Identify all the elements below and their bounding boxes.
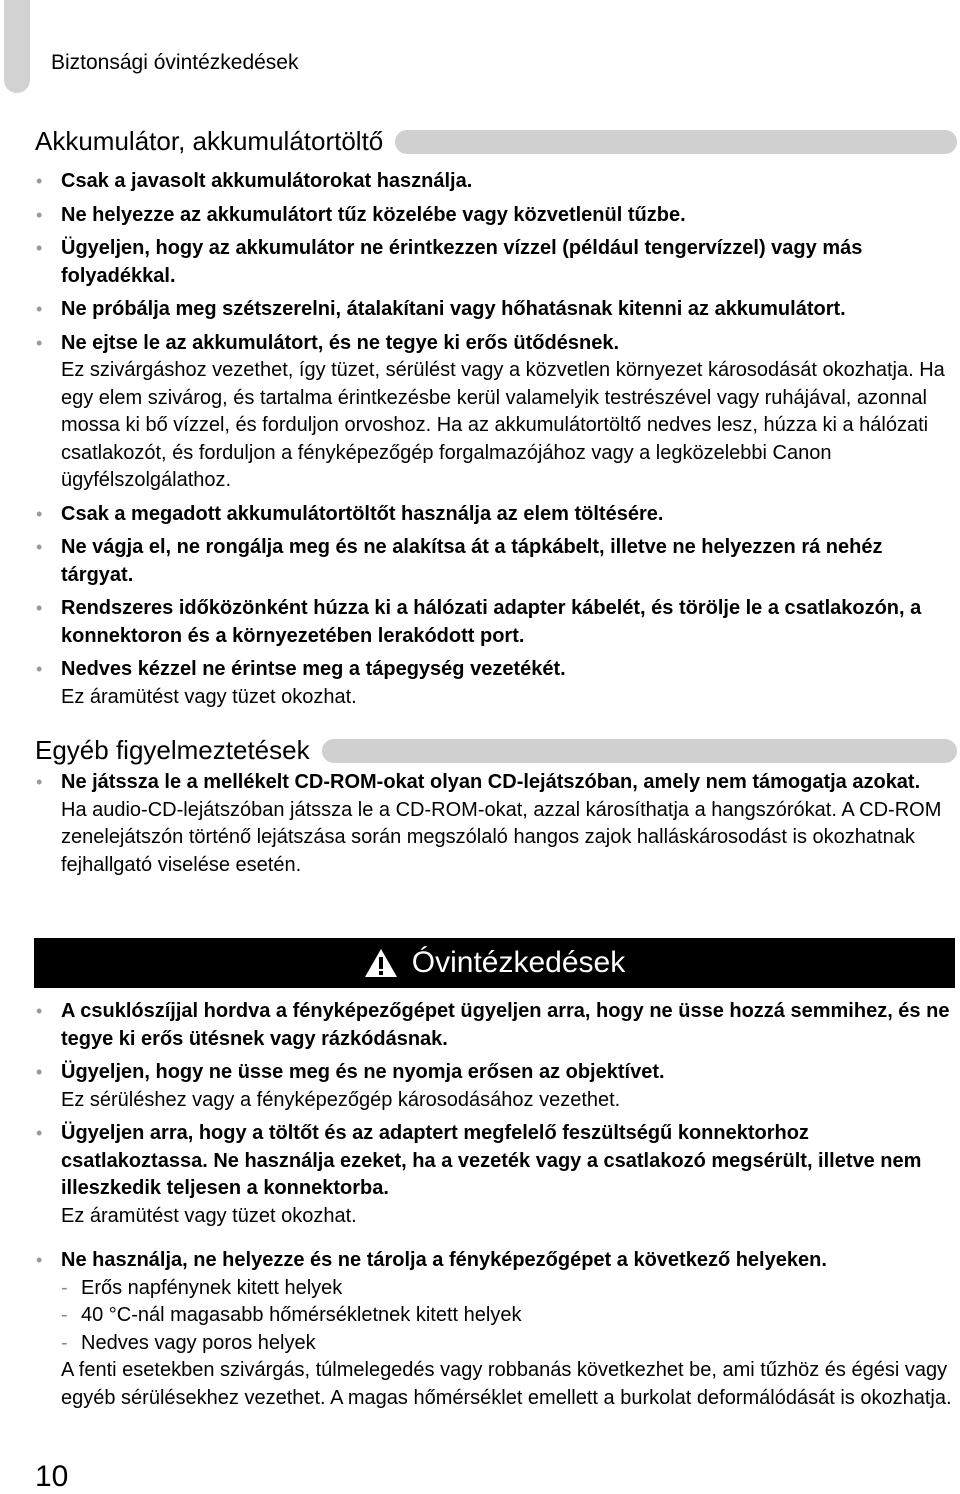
other-warnings-list [35,769,955,879]
sub-list-item: - 40 °C-nál magasabb hőmérsékletnek kitett helyek [61,1302,955,1330]
list-item [35,656,955,711]
item-bold-text: • Ügyeljen, hogy ne üsse meg és ne nyomja erősen az objektívet. [61,1061,665,1083]
caution-banner [34,938,955,988]
section-heading-bar [322,739,957,763]
list-item [35,235,955,290]
caution-title: Óvintézkedések [411,946,626,979]
item-bold-text: Rendszeres időközönként húzza ki a hálózati adapter kábelét, és törölje le a csatlakozón, a konnektoron és a környezetében lerakódott port. [61,597,922,647]
item-bold-text: Ne vágja el, ne rongálja meg és ne alakítsa át a tápkábelt, illetve ne helyezzen rá nehéz tárgyat. [61,536,883,586]
list-item [35,1247,955,1412]
section-heading-bar [395,130,957,154]
list-item [35,534,955,589]
item-bold-text: Ügyeljen, hogy az akkumulátor ne érintkezzen vízzel (például tengervízzel) vagy más folyadékkal. [61,237,863,287]
item-body-text: Ha audio-CD-lejátszóban játssza le a CD-ROM-okat, azzal károsíthatja a hangszórókat. A CD-ROM zenelejátszón történő lejátszása során megszólaló hangos zajok halláskárosodást is okozhatnak fejhallgató viselése esetén. [61,798,942,876]
list-item [35,998,955,1053]
item-body-text: Ez szivárgáshoz vezethet, így tüzet, sérülést vagy a közvetlen környezet károsodását okozhatja. Ha egy elem szivárog, és tartalma érintkezésbe kerül valamelyik testrészével vagy ruhájával, azonnal mossa ki bő vízzel, és forduljon orvoshoz. Ha az akkumulátortöltő nedves lesz, húzza ki a hálózati csatlakozót, és forduljon a fényképezőgép forgalmazójához vagy a legközelebbi Canon ügyfélszolgálathoz. [61,359,945,491]
list-item [35,1120,955,1230]
item-body-text: A fenti esetekben szivárgás, túlmelegedés vagy robbanás következhet be, ami tűzhöz és égési vagy egyéb sérülésekhez vezethet. A magas hőmérséklet emellett a burkolat deformálódását is okozhatja. [61,1359,952,1409]
list-item [35,168,955,196]
item-bold-text: • Ne ejtse le az akkumulátort, és ne tegye ki erős ütődésnek. [61,331,619,354]
list-item [35,296,955,324]
list-item [35,202,955,230]
sub-list-item: - Erős napfénynek kitett helyek [61,1275,955,1303]
list-item [35,769,955,879]
list-item [35,595,955,650]
item-bold-text: Csak a javasolt akkumulátorokat használja. [61,170,473,192]
battery-list [35,168,955,711]
caution-list [35,998,955,1230]
page-number: 10 [35,1460,69,1493]
storage-warning-list [35,1247,955,1412]
item-bold-text: Csak a megadott akkumulátortöltőt használja az elem töltésére. [61,502,664,525]
section-heading-other-warnings [35,735,957,766]
list-item [35,501,955,529]
item-bold-text: Ne próbálja meg szétszerelni, átalakítani vagy hőhatásnak kitenni az akkumulátort. [61,298,846,320]
sub-list-item: - Nedves vagy poros helyek [61,1330,955,1358]
item-bold-text: • Ne játssza le a mellékelt CD-ROM-okat olyan CD-lejátszóban, amely nem támogatja azokat. [61,771,921,793]
page-header-title: Biztonsági óvintézkedések [51,51,299,74]
warning-triangle-icon [364,948,398,978]
item-bold-text: • Nedves kézzel ne érintse meg a tápegység vezetékét. [61,658,566,680]
item-bold-text: • Ügyeljen arra, hogy a töltőt és az adaptert megfelelő feszültségű konnektorhoz csatlakoztassa. Ne használja ezeket, ha a vezeték vagy a csatlakozó megsérült, illetve nem illeszkedik teljesen a konnektorba. [61,1122,922,1199]
section-title: Egyéb figyelmeztetések [35,735,310,765]
item-body-text: Ez sérüléshez vagy a fényképezőgép károsodásához vezethet. [61,1088,621,1111]
page-side-tab [4,0,30,93]
item-bold-text: • Ne használja, ne helyezze és ne tárolja a fényképezőgépet a következő helyeken. [61,1249,827,1271]
item-body-text: Ez áramütést vagy tüzet okozhat. [61,1204,357,1227]
list-item [35,330,955,495]
item-bold-text: • A csuklószíjjal hordva a fényképezőgépet ügyeljen arra, hogy ne üsse hozzá semmihez, és ne tegye ki erős ütésnek vagy rázkódásnak. [61,1000,950,1050]
section-title: Akkumulátor, akkumulátortöltő [35,126,384,156]
item-body-text: Ez áramütést vagy tüzet okozhat. [61,685,357,708]
section-heading-battery [35,126,957,157]
list-item [35,1059,955,1114]
item-bold-text: Ne helyezze az akkumulátort tűz közelébe vagy közvetlenül tűzbe. [61,203,686,226]
